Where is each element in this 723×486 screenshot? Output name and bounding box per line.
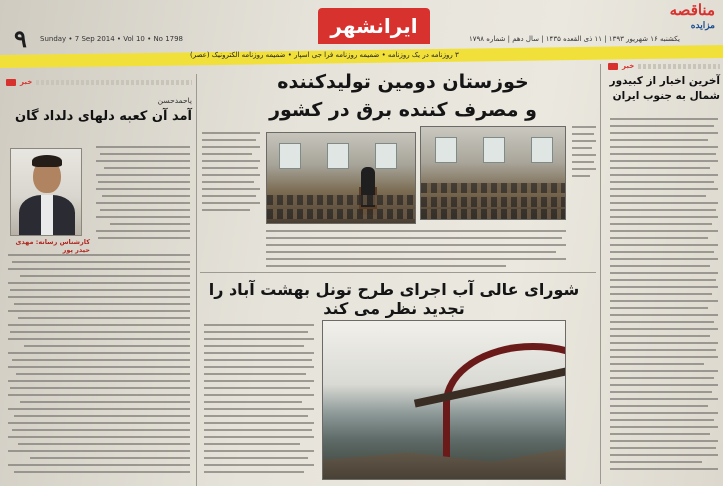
text-line [204, 324, 314, 326]
text-line [8, 310, 190, 312]
header-tagline: ۳ روزنامه در یک روزنامه • ضمیمه روزنامه فرا جی اسپار • ضمیمه روزنامه الکترونیک (عصر) [190, 51, 459, 59]
text-line [266, 265, 506, 267]
text-line [30, 457, 190, 459]
text-line [96, 230, 190, 232]
text-line [18, 443, 190, 445]
text-line [8, 366, 190, 368]
text-line [8, 254, 190, 256]
text-line [610, 167, 710, 169]
text-line [204, 422, 314, 424]
text-line [266, 258, 566, 260]
text-line [8, 324, 190, 326]
text-line [610, 139, 708, 141]
text-line [572, 168, 596, 170]
text-line [202, 153, 252, 155]
text-line [204, 471, 304, 473]
text-line [610, 195, 706, 197]
text-line [96, 160, 190, 162]
left-column [6, 78, 192, 486]
text-line [202, 195, 256, 197]
text-line [8, 338, 190, 340]
main-story-text-left [202, 132, 260, 211]
text-line [610, 118, 718, 120]
text-line [204, 387, 310, 389]
text-line [610, 370, 718, 372]
left-body-text-bottom [8, 254, 190, 473]
photo-window [327, 143, 349, 169]
text-line [610, 426, 718, 428]
tag-rule [638, 64, 720, 69]
column-divider-right [600, 64, 601, 484]
second-story-text-left [204, 324, 314, 473]
text-line [610, 335, 710, 337]
text-line [110, 223, 190, 225]
text-line [266, 237, 562, 239]
text-line [104, 167, 190, 169]
brand-logo [641, 1, 715, 31]
section-banner: ایرانشهر [318, 8, 430, 44]
text-line [610, 125, 714, 127]
text-line [610, 461, 702, 463]
text-line [610, 230, 718, 232]
text-line [610, 468, 718, 470]
photo-window [375, 143, 397, 169]
text-line [202, 139, 256, 141]
text-line [8, 450, 190, 452]
text-line [8, 282, 190, 284]
photo-audience-row [421, 209, 565, 219]
text-line [610, 174, 718, 176]
text-line [10, 387, 190, 389]
text-line [610, 440, 718, 442]
text-line [610, 433, 710, 435]
left-kicker: یاحمدحسن [157, 96, 192, 105]
author-portrait [10, 148, 82, 236]
text-line [204, 359, 312, 361]
portrait-shirt [41, 195, 53, 236]
section-tag-label: خبر [622, 62, 635, 70]
text-line [610, 419, 714, 421]
photo-audience-row [421, 183, 565, 193]
text-line [18, 317, 190, 319]
text-line [204, 464, 314, 466]
text-line [610, 363, 704, 365]
text-line [610, 293, 712, 295]
text-line [610, 405, 708, 407]
text-line [572, 140, 596, 142]
text-line [14, 471, 190, 473]
text-line [610, 265, 710, 267]
text-line [8, 380, 190, 382]
photo-audience-row [267, 209, 415, 219]
text-line [12, 359, 190, 361]
text-line [266, 244, 566, 246]
text-line [12, 261, 190, 263]
text-line [16, 373, 190, 375]
photo-audience-row [421, 197, 565, 207]
photo-window [435, 137, 457, 163]
text-line [610, 356, 718, 358]
text-line [610, 454, 718, 456]
text-line [20, 275, 190, 277]
text-line [610, 377, 714, 379]
text-line [204, 366, 314, 368]
text-line [96, 174, 190, 176]
bridge-arch [443, 343, 566, 463]
text-line [204, 457, 308, 459]
text-line [610, 300, 718, 302]
text-line [266, 230, 566, 232]
text-line [610, 398, 718, 400]
brand-name: مناقصه [669, 1, 715, 19]
text-line [610, 279, 716, 281]
text-line [610, 209, 716, 211]
text-line [100, 153, 190, 155]
photo-audience-row [267, 195, 415, 205]
page-number: ۹ [14, 24, 27, 53]
text-line [610, 153, 716, 155]
text-line [202, 132, 260, 134]
photo-window [279, 143, 301, 169]
text-line [96, 216, 190, 218]
text-line [610, 244, 718, 246]
text-line [202, 209, 250, 211]
column-divider-left [196, 74, 197, 486]
dateline-english: Sunday • 7 Sep 2014 • Vol 10 • No 1798 [40, 35, 184, 43]
meeting-photo-left [266, 132, 416, 224]
text-line [572, 161, 594, 163]
text-line [202, 174, 260, 176]
text-line [8, 464, 190, 466]
text-line [204, 408, 314, 410]
text-line [572, 126, 596, 128]
right-section-tag [608, 62, 720, 70]
text-line [204, 436, 314, 438]
text-line [204, 401, 302, 403]
text-line [204, 338, 314, 340]
text-line [610, 384, 718, 386]
text-line [610, 251, 714, 253]
text-line [610, 321, 714, 323]
news-icon [608, 63, 618, 70]
text-line [204, 429, 312, 431]
text-line [98, 237, 190, 239]
text-line [610, 188, 718, 190]
dateline [40, 35, 680, 47]
second-headline: شورای عالی آب اجرای طرح تونل بهشت آباد را تجدید نظر می کند [208, 280, 580, 318]
main-headline-line2: و مصرف کننده برق در کشور [269, 99, 537, 121]
text-line [10, 289, 190, 291]
right-column-text [610, 118, 718, 470]
text-line [8, 352, 190, 354]
main-story-text-bottom [266, 230, 566, 267]
text-line [610, 202, 718, 204]
text-line [610, 307, 708, 309]
text-line [610, 286, 718, 288]
main-story-text-right [572, 126, 596, 177]
text-line [610, 447, 716, 449]
text-line [610, 132, 718, 134]
text-line [24, 345, 190, 347]
text-line [8, 422, 190, 424]
text-line [610, 272, 718, 274]
text-line [204, 394, 314, 396]
text-line [610, 412, 718, 414]
photo-window [531, 137, 553, 163]
text-line [204, 331, 308, 333]
text-line [202, 160, 260, 162]
main-headline-line1: خوزستان دومین تولیدکننده [277, 71, 529, 93]
text-line [204, 415, 308, 417]
text-line [610, 237, 708, 239]
text-line [572, 154, 596, 156]
story-divider [200, 272, 596, 273]
main-headline [246, 68, 560, 124]
text-line [610, 181, 714, 183]
text-line [100, 209, 190, 211]
photo-window [483, 137, 505, 163]
text-line [14, 415, 190, 417]
tag-rule [36, 80, 192, 85]
text-line [202, 146, 260, 148]
text-line [202, 167, 258, 169]
text-line [8, 436, 190, 438]
left-body-text-top [96, 146, 190, 239]
text-line [98, 181, 190, 183]
text-line [202, 181, 254, 183]
text-line [102, 195, 190, 197]
text-line [204, 373, 306, 375]
text-line [20, 401, 190, 403]
news-icon [6, 79, 16, 86]
text-line [96, 188, 190, 190]
text-line [8, 296, 190, 298]
text-line [12, 429, 190, 431]
text-line [572, 175, 590, 177]
text-line [8, 268, 190, 270]
text-line [96, 202, 190, 204]
text-line [610, 349, 716, 351]
text-line [610, 160, 718, 162]
text-line [204, 352, 314, 354]
text-line [266, 251, 556, 253]
left-column-title: آمد آن کعبه دلهای دلداد گان [15, 109, 192, 124]
text-line [610, 258, 718, 260]
portrait-caption: کارشناس رسانه: مهدی حیدر پور [15, 238, 90, 254]
text-line [610, 314, 718, 316]
text-line [610, 146, 718, 148]
brand-subname: مزایده [690, 21, 715, 31]
text-line [8, 394, 190, 396]
text-line [610, 216, 718, 218]
right-column-title: آخرین اخبار از کبیدور شمال به جنوب ایران [609, 75, 720, 102]
text-line [204, 380, 314, 382]
portrait-hair [32, 155, 62, 167]
bridge-photo [322, 320, 566, 480]
text-line [14, 303, 190, 305]
text-line [610, 391, 712, 393]
text-line [204, 345, 304, 347]
dateline-persian: یکشنبه ۱۶ شهریور ۱۳۹۳ | ۱۱ ذی القعده ۱۴۳۵ | سال دهم | شماره ۱۷۹۸ [469, 35, 680, 43]
text-line [204, 443, 300, 445]
text-line [202, 202, 260, 204]
meeting-photo-right [420, 126, 566, 220]
left-section-tag [6, 78, 192, 86]
text-line [610, 328, 718, 330]
text-line [610, 223, 712, 225]
text-line [202, 188, 260, 190]
text-line [610, 342, 718, 344]
section-tag-label: خبر [20, 78, 33, 86]
text-line [10, 331, 190, 333]
text-line [8, 408, 190, 410]
text-line [572, 133, 594, 135]
text-line [204, 450, 314, 452]
page-header [0, 0, 723, 59]
text-line [572, 147, 592, 149]
text-line [96, 146, 190, 148]
